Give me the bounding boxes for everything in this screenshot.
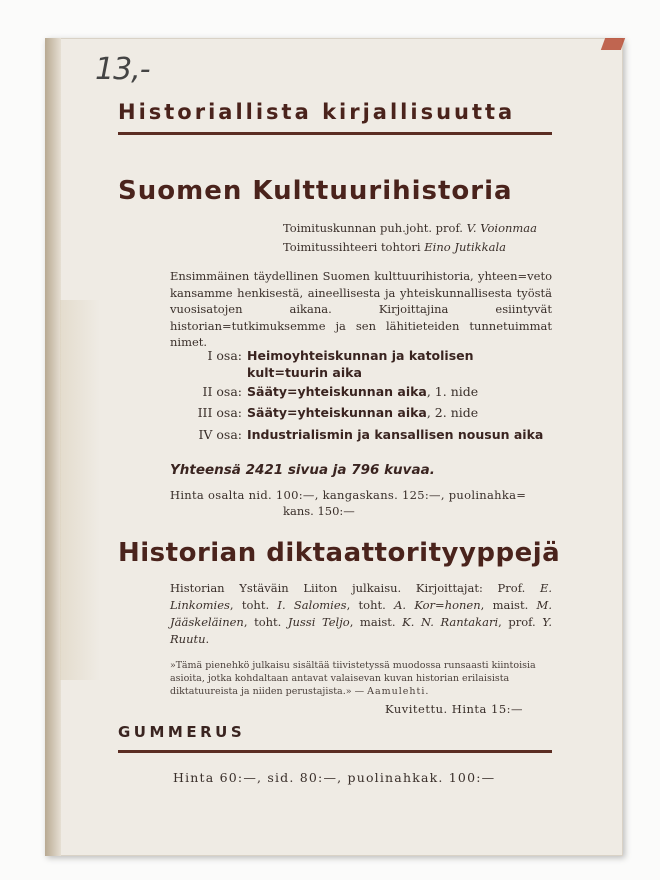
paper-stain [60,300,100,680]
series-title: Historiallista kirjallisuutta [118,100,516,124]
editor-1-role: Toimituskunnan puh.joht. prof. [283,221,467,235]
author-7: Y. Ruutu [170,615,552,646]
volume-3-extra: , 2. nide [426,405,479,420]
publisher-name: GUMMERUS [118,723,246,741]
volume-3-title: Sääty=yhteiskunnan aika [247,405,427,420]
volume-2-extra: , 1. nide [426,384,479,399]
author-5: Jussi Teljo [287,615,350,629]
editor-2-name: Eino Jutikkala [424,240,506,254]
authors-intro: Historian Ystäväin Liiton julkaisu. Kirjoittajat: Prof. [170,581,540,595]
spine-edge [45,38,61,856]
bottom-rule [118,750,552,753]
top-rule [118,132,552,135]
book2-title: Historian diktaattorityyppejä [118,538,561,568]
book1-price-line-1: Hinta osalta nid. 100:—, kangaskans. 125:—, puolinahka= [170,488,527,502]
editor-2-role: Toimitussihteeri tohtori [283,240,425,254]
quote-source: Aamulehti. [367,686,430,697]
volume-3-label: III osa: [197,405,242,420]
volume-3 [170,404,552,421]
volume-4-title: Industrialismin ja kansallisen nousun aika [247,427,544,442]
volume-4 [170,426,552,460]
handwritten-price: 13,- [95,52,150,87]
volume-2-label: II osa: [202,384,242,399]
book1-description: Ensimmäinen täydellinen Suomen kulttuurihistoria, yhteen=veto kansamme henkisestä, aineellisesta ja yhteiskunnallisesta työstä vuosisatojen aikana. Kirjoittajina esiintyvät historian=tutkimuksemme ja sen lähitieteiden tunnetuimmat nimet. [170,269,552,349]
author-1: E. Linkomies [170,581,552,612]
book1-total: Yhteensä 2421 sivua ja 796 kuvaa. [170,462,435,478]
volume-1 [170,347,552,381]
author-2: I. Salomies [277,598,347,612]
volume-2 [170,383,552,400]
author-sep-4: , toht. [243,615,288,629]
author-sep-6: , prof. [498,615,543,629]
volume-4-label: IV osa: [198,427,242,442]
volume-4-text [247,426,547,443]
author-sep-1: , toht. [229,598,278,612]
author-3: A. Kor=honen [394,598,481,612]
author-6: K. N. Rantakari [402,615,499,629]
review-quote [170,659,552,698]
editor-line-2 [283,240,506,254]
volume-3-text [247,404,547,421]
author-4: M. Jääskeläinen [170,598,552,629]
author-sep-3: , maist. [480,598,537,612]
book1-title: Suomen Kulttuurihistoria [118,176,513,206]
volume-1-text [247,347,547,381]
editor-line-1 [283,221,537,235]
volume-1-label: I osa: [207,348,242,363]
volume-1-title: Heimoyhteiskunnan ja katolisen kult=tuurin aika [247,348,474,380]
authors-end: . [205,632,210,646]
author-sep-2: , toht. [346,598,395,612]
cover-price: Hinta 60:—, sid. 80:—, puolinahkak. 100:— [173,770,496,785]
quote-text: »Tämä pienehkö julkaisu sisältää tiivistetyssä muodossa runsaasti kiintoisia asioita, jotka kohdaltaan antavat valaisevan kuvan historian erilaisista diktatuureista ja niiden perustajista.» — [170,660,536,697]
book1-price-line-2: kans. 150:— [283,504,355,518]
volume-2-text [247,383,547,400]
book2-price: Kuvitettu. Hinta 15:— [385,702,524,716]
author-sep-5: , maist. [349,615,403,629]
book2-authors [170,580,552,648]
editor-1-name: V. Voionmaa [466,221,538,235]
volume-2-title: Sääty=yhteiskunnan aika [247,384,427,399]
